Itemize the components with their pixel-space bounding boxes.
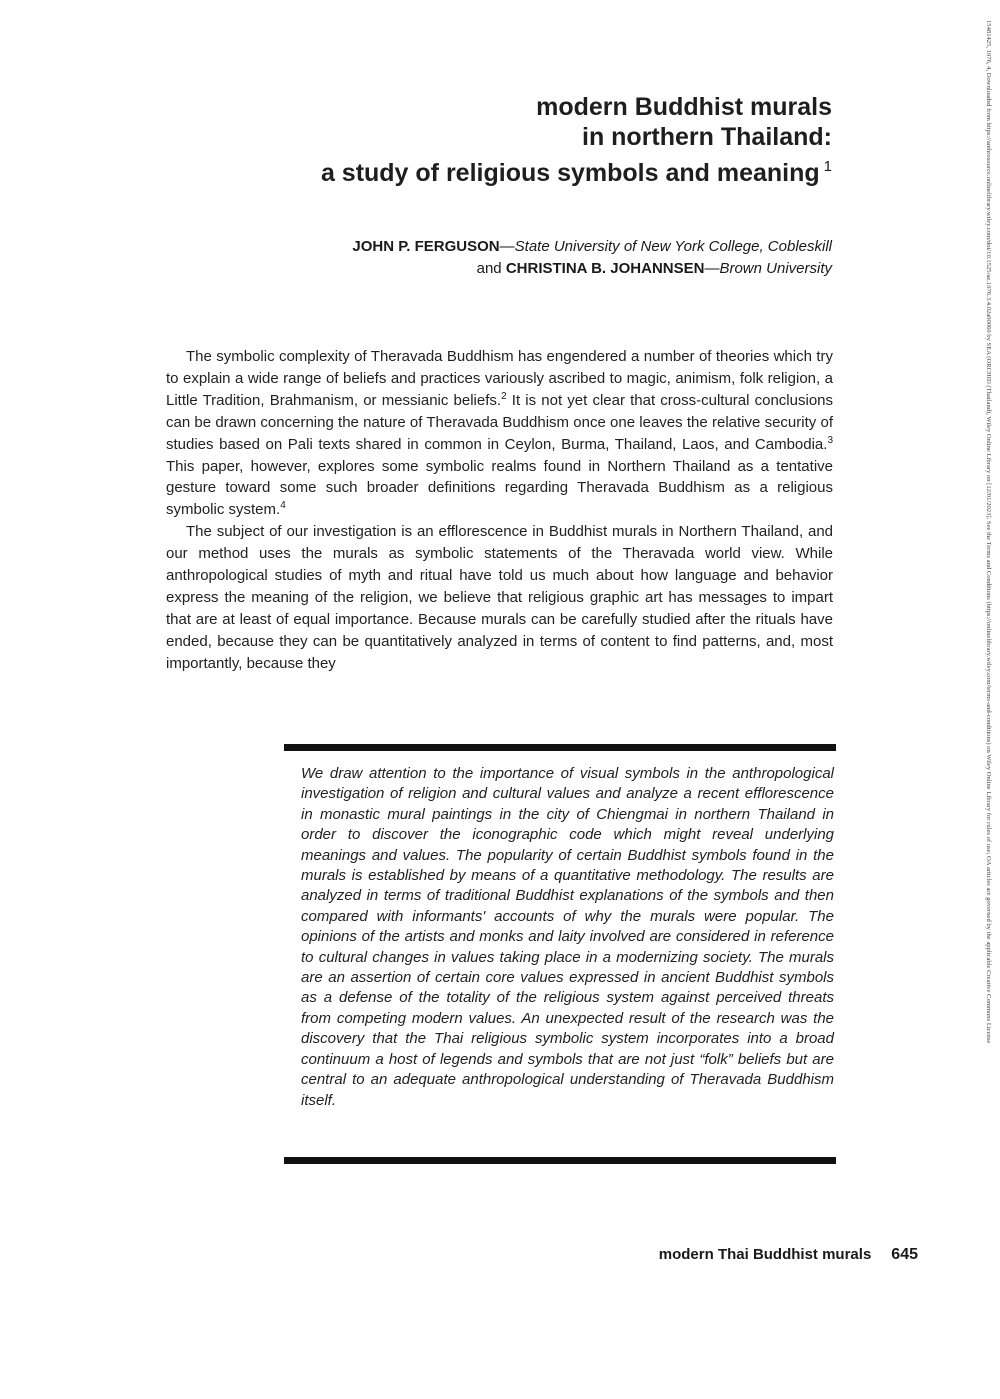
author-2-name: CHRISTINA B. JOHANNSEN xyxy=(505,260,705,277)
author-line-1 xyxy=(352,236,832,258)
download-notice-text: 15481425, 1976, 4, Downloaded from https://anthrosource.onlinelibrary.wiley.com/doi/10.1525/ae.1976.3.4.02a00060 by SEA (ORCHID (Thailand), Wiley Online Library on [12/01/2023]. See the Terms and Conditions (https://onlinelibrary.wiley.com/terms-and-conditions) on Wiley Online Library for rules of use; OA articles are governed by the applicable Creative Commons License xyxy=(985,20,992,1044)
title-line-2: in northern Thailand: xyxy=(582,123,832,151)
page-footer xyxy=(659,1246,918,1264)
abstract xyxy=(301,764,834,1111)
body-p1-part-c: This paper, however, explores some symbolic realms found in Northern Thailand as a tentative gesture toward some such broader definitions regarding Theravada Buddhism as a religious symbolic system. xyxy=(166,457,833,519)
title-footnote-marker: 1 xyxy=(823,158,832,175)
abstract-text: We draw attention to the importance of visual symbols in the anthropological investigation of religion and cultural values and analyze a recent efflorescence in monastic mural paintings in the city of Chiengmai in northern Thailand in order to discover the iconographic code which might reveal underlying meanings and values. The popularity of certain Buddhist symbols found in the murals is established by means of a quantitative methodology. The results are analyzed in terms of traditional Buddhist explanations of the symbols and then compared with informants' accounts of why the murals were popular. The opinions of the artists and monks and laity involved are considered in reference to cultural changes in values taking place in a modernizing society. The murals are an assertion of certain core values expressed in ancient Buddhist symbols as a defense of the totality of the religious system against perceived threats from competing modern values. An unexpected result of the research was the discovery that the Thai religious symbolic system incorporates into a broad continuum a host of legends and symbols that are not just “folk” beliefs but are central to an adequate anthropological understanding of Theravada Buddhism itself. xyxy=(301,765,834,1109)
body-p1-part-b: It is not yet clear that cross-cultural conclusions can be drawn concerning the nature of Theravada Buddhism once one leaves the relative security of studies based on Pali texts shared in common in Ceylon, Burma, Thailand, Laos, and Cambodia. xyxy=(166,391,833,453)
author-2-affiliation: —Brown University xyxy=(704,260,832,277)
title-line-1: modern Buddhist murals xyxy=(536,93,832,121)
author-1-name: JOHN P. FERGUSON xyxy=(352,238,500,255)
body-paragraph-2: The subject of our investigation is an efflorescence in Buddhist murals in Northern Thailand, and our method uses the murals as symbolic statements of the Theravada world view. While anthropological studies of myth and ritual have told us much about how language and behavior express the meaning of the religion, we believe that religious graphic art has messages to impart that are at least of equal importance. Because murals can be carefully studied after the rituals have ended, because they can be quantitatively analyzed in terms of content to find patterns, and, most importantly, because they xyxy=(166,523,833,672)
body-p1-part-a: The symbolic complexity of Theravada Buddhism has engendered a number of theories which try to explain a wide range of beliefs and practices variously ascribed to magic, animism, folk religion, a Little Tradition, Brahmanism, or messianic beliefs. xyxy=(166,348,833,409)
author-connector: and xyxy=(476,260,506,277)
author-block xyxy=(352,236,832,280)
footnote-ref-4: 4 xyxy=(280,500,286,512)
author-line-2 xyxy=(352,258,832,280)
article-title xyxy=(321,92,832,188)
footnote-ref-3: 3 xyxy=(827,434,833,446)
author-1-affiliation: —State University of New York College, Cobleskill xyxy=(499,238,832,255)
title-line-3 xyxy=(321,152,832,188)
title-line-3-text: a study of religious symbols and meaning xyxy=(320,159,820,187)
running-title: modern Thai Buddhist murals xyxy=(658,1246,872,1263)
abstract-bottom-rule xyxy=(284,1157,836,1164)
download-notice xyxy=(978,20,994,1380)
abstract-top-rule xyxy=(284,744,836,751)
footnote-ref-2: 2 xyxy=(501,390,507,402)
body-paragraph-1 xyxy=(166,346,833,521)
body-text xyxy=(166,346,833,675)
page-number: 645 xyxy=(891,1246,918,1263)
